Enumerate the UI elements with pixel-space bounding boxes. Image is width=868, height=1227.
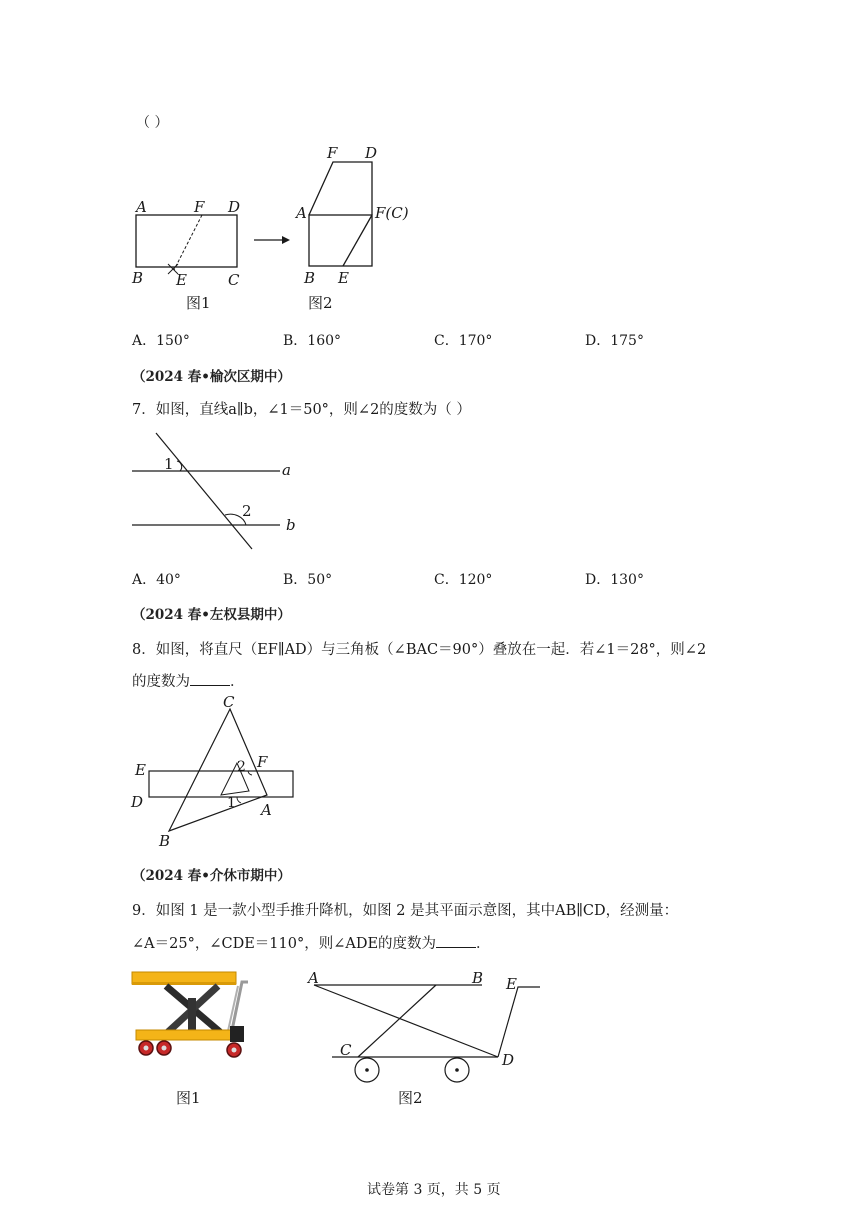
q9-lift-table-photo (130, 968, 260, 1063)
q9-question-line2 (132, 932, 491, 953)
q9-label-E: E (506, 975, 517, 993)
q8-angle-1-label: 1 (227, 795, 236, 811)
q9-answer-blank[interactable] (436, 935, 476, 948)
q9-label-D: D (502, 1051, 515, 1069)
q8-line2-end: ． (230, 674, 245, 690)
q6-option-b: B．160° (283, 333, 342, 349)
q8-label-D: D (131, 793, 144, 811)
q6-option-d: D．175° (585, 333, 644, 349)
q9-label-C: C (340, 1041, 352, 1059)
q6-fig2-label-A: A (296, 204, 307, 222)
q6-figure (120, 140, 440, 320)
q8-figure (125, 695, 325, 855)
q9-line2-end: ． (476, 936, 491, 952)
q6-fig2-label-B: B (304, 269, 316, 287)
q8-label-A: A (261, 801, 272, 819)
q9-label-A: A (308, 969, 319, 987)
q6-fig2-label-D: D (365, 144, 378, 162)
q6-fig2-label-FC: F(C) (375, 204, 409, 222)
q7-option-b: B．50° (283, 572, 333, 588)
q8-source: （2024 春•左权县期中） (132, 607, 291, 623)
q9-label-B: B (472, 969, 484, 987)
q9-fig2-caption: 图2 (398, 1089, 423, 1107)
q7-option-c: C．120° (434, 572, 493, 588)
q7-option-a: A．40° (132, 572, 181, 588)
q7-line-b-label: b (286, 516, 296, 534)
q6-fig1-label-E: E (176, 271, 187, 289)
q7-question: 7．如图，直线a∥b，∠1＝50°，则∠2的度数为（ ） (132, 402, 471, 418)
q6-fig1-label-B: B (132, 269, 144, 287)
q7-source: （2024 春•榆次区期中） (132, 369, 291, 385)
q9-figure-2 (300, 965, 550, 1110)
q8-question-line1: 8．如图，将直尺（EF∥AD）与三角板（∠BAC＝90°）叠放在一起．若∠1＝28°，则∠2 (132, 642, 707, 658)
q8-label-E: E (135, 761, 146, 779)
q9-source: （2024 春•介休市期中） (132, 868, 291, 884)
q6-fig1-label-A: A (136, 198, 147, 216)
q9-fig1-caption: 图1 (176, 1089, 201, 1107)
q7-line-a-label: a (282, 461, 291, 479)
q9-question-line1: 9．如图 1 是一款小型手推升降机，如图 2 是其平面示意图，其中AB∥CD，经测量： (132, 903, 679, 919)
q7-angle-2-label: 2 (242, 502, 252, 520)
q6-fig1-label-D: D (228, 198, 241, 216)
q6-option-c: C．170° (434, 333, 493, 349)
q8-label-C: C (223, 693, 235, 711)
q6-option-a: A．150° (132, 333, 190, 349)
q6-fig1-label-F: F (194, 198, 205, 216)
q8-angle-2-label: 2 (237, 759, 246, 775)
q8-answer-blank[interactable] (190, 673, 230, 686)
q9-line2-text: ∠A＝25°，∠CDE＝110°，则∠ADE的度数为 (132, 936, 437, 952)
q8-line2-text: 的度数为 (132, 674, 190, 690)
q6-fig2-caption: 图2 (308, 294, 333, 312)
answer-bracket: （ ） (136, 115, 169, 131)
q7-angle-1-label: 1 (164, 455, 174, 473)
q6-fig1-caption: 图1 (186, 294, 211, 312)
page-footer: 试卷第 3 页，共 5 页 (367, 1182, 501, 1198)
q7-option-d: D．130° (585, 572, 644, 588)
q6-fig2-label-E: E (338, 269, 349, 287)
q8-label-B: B (159, 832, 171, 850)
q7-figure (120, 425, 320, 555)
q6-fig2-label-F: F (327, 144, 338, 162)
q8-question-line2 (132, 670, 245, 691)
q6-fig1-label-C: C (228, 271, 240, 289)
q8-label-F: F (257, 753, 268, 771)
